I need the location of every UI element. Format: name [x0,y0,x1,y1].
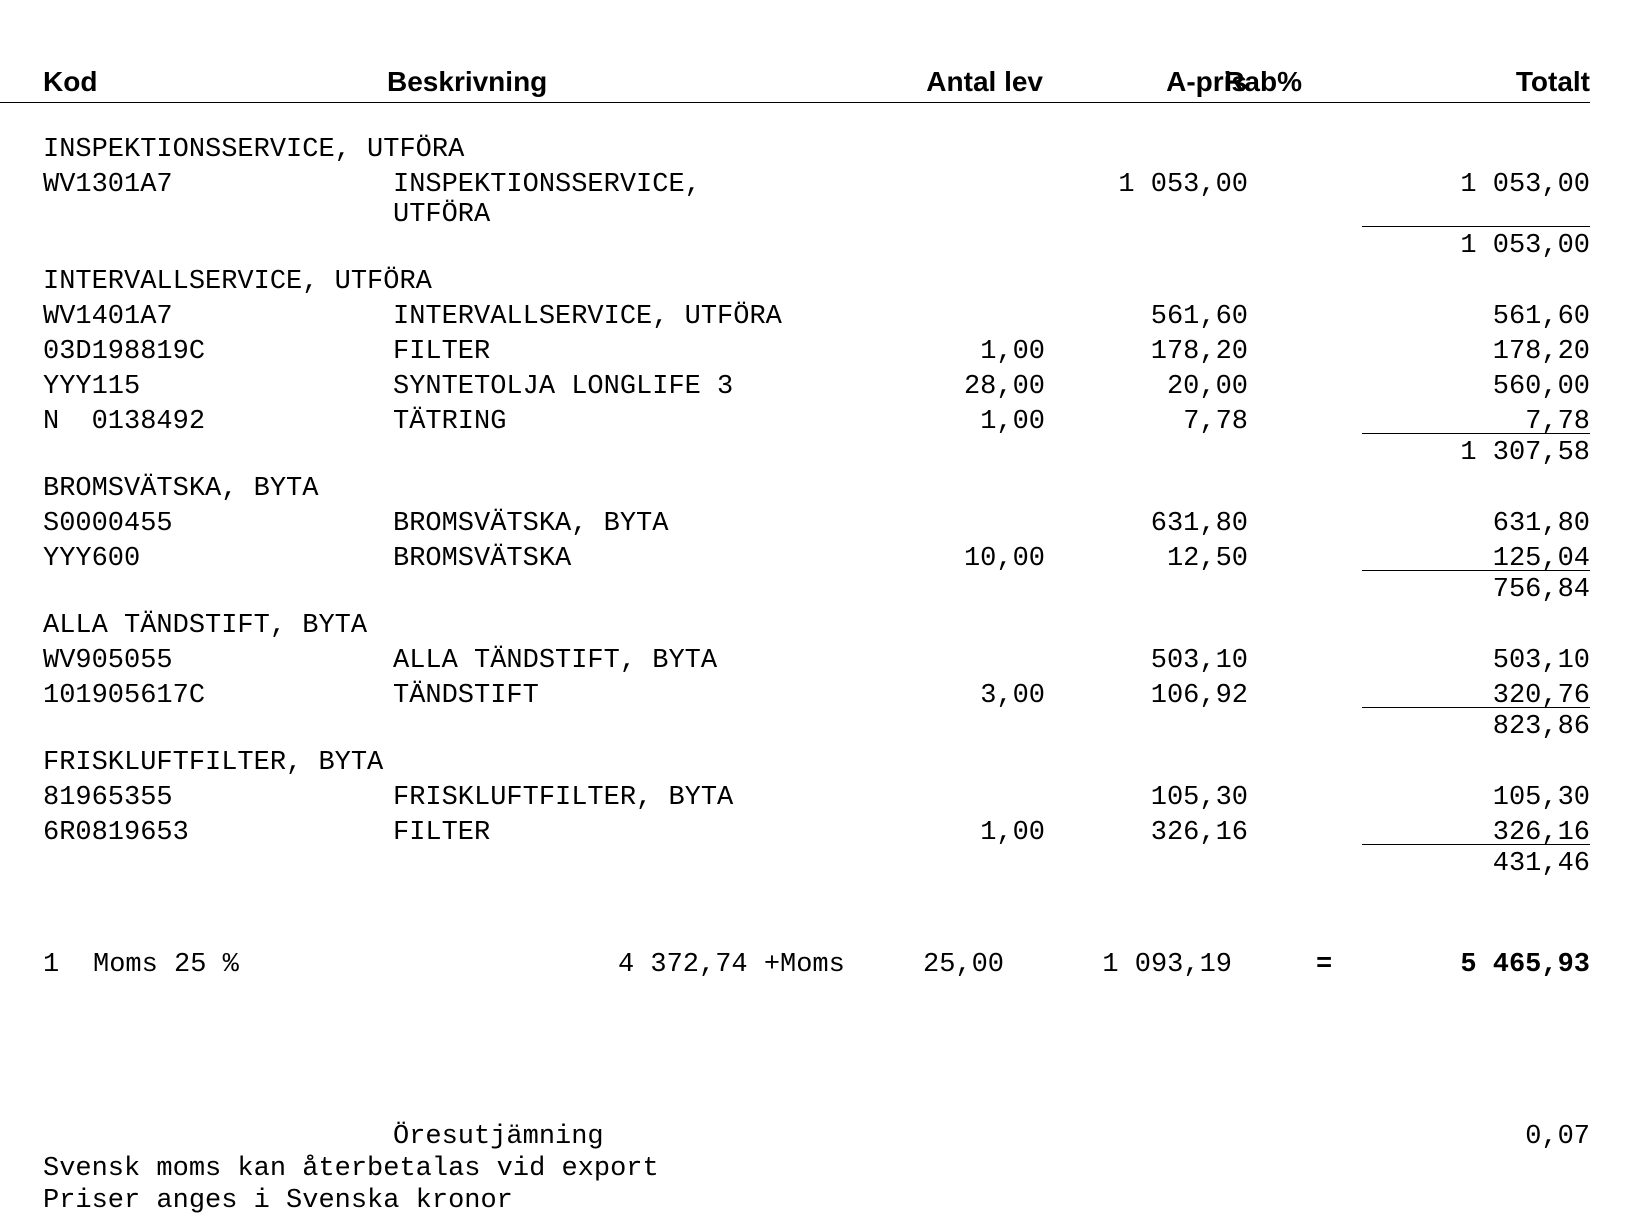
item-quantity: 10,00 [963,544,1045,574]
vat-label: Moms 25 % [93,950,239,980]
vat-rate: 25,00 [923,950,1005,980]
item-description: INSPEKTIONSSERVICE, UTFÖRA [393,170,701,230]
item-unit-price: 561,60 [1150,302,1248,332]
item-total: 320,76 [1492,681,1590,711]
rounding-label: Öresutjämning [393,1122,604,1152]
header-totalt: Totalt [1515,66,1590,97]
item-total: 560,00 [1492,372,1590,402]
item-code: 101905617C [43,681,206,711]
item-total: 503,10 [1492,646,1590,676]
item-unit-price: 20,00 [1166,372,1248,402]
item-unit-price: 7,78 [1183,407,1248,437]
group-subtotal: 431,46 [1492,849,1590,879]
item-total: 125,04 [1492,544,1590,574]
subtotal-rule [1362,433,1590,434]
item-description: BROMSVÄTSKA [393,544,572,574]
item-code: WV905055 [43,646,173,676]
vat-base-amount: 4 372,74 +Moms [618,950,845,980]
item-total: 326,16 [1492,818,1590,848]
item-unit-price: 105,30 [1150,783,1248,813]
item-code: 81965355 [43,783,173,813]
item-description: FILTER [393,818,491,848]
item-description: INTERVALLSERVICE, UTFÖRA [393,302,782,332]
group-title: FRISKLUFTFILTER, BYTA [43,748,384,778]
item-code: WV1401A7 [43,302,173,332]
group-subtotal: 1 307,58 [1460,438,1590,468]
item-code: S0000455 [43,509,173,539]
item-description: ALLA TÄNDSTIFT, BYTA [393,646,718,676]
item-code: YYY600 [43,544,141,574]
item-description: FRISKLUFTFILTER, BYTA [393,783,734,813]
group-subtotal: 756,84 [1492,575,1590,605]
header-rab: Rab% [1224,66,1302,97]
item-description: TÄTRING [393,407,507,437]
vat-index: 1 [43,950,60,980]
grand-total: 5 465,93 [1460,950,1590,980]
header-antal-lev: Antal lev [926,66,1043,97]
group-subtotal: 823,86 [1492,712,1590,742]
item-code: N 0138492 [43,407,206,437]
subtotal-rule [1362,226,1590,227]
export-vat-note: Svensk moms kan återbetalas vid export [43,1154,659,1184]
item-quantity: 28,00 [963,372,1045,402]
item-total: 105,30 [1492,783,1590,813]
item-unit-price: 106,92 [1150,681,1248,711]
item-total: 178,20 [1492,337,1590,367]
item-total: 7,78 [1525,407,1590,437]
item-quantity: 1,00 [980,818,1045,848]
item-description: TÄNDSTIFT [393,681,539,711]
item-unit-price: 12,50 [1166,544,1248,574]
item-total: 561,60 [1492,302,1590,332]
group-title: INSPEKTIONSSERVICE, UTFÖRA [43,135,465,165]
item-unit-price: 1 053,00 [1118,170,1248,200]
item-quantity: 1,00 [980,337,1045,367]
vat-summary-row [0,950,1634,982]
item-unit-price: 631,80 [1150,509,1248,539]
item-code: 03D198819C [43,337,206,367]
item-unit-price: 503,10 [1150,646,1248,676]
currency-note: Priser anges i Svenska kronor [43,1186,513,1216]
column-header-row [0,64,1590,103]
item-description: BROMSVÄTSKA, BYTA [393,509,669,539]
header-beskrivning: Beskrivning [387,66,548,97]
rounding-value: 0,07 [1525,1122,1590,1152]
group-title: BROMSVÄTSKA, BYTA [43,474,319,504]
item-code: YYY115 [43,372,141,402]
item-code: 6R0819653 [43,818,189,848]
item-quantity: 1,00 [980,407,1045,437]
item-unit-price: 326,16 [1150,818,1248,848]
header-kod: Kod [43,66,98,97]
item-quantity: 3,00 [980,681,1045,711]
item-unit-price: 178,20 [1150,337,1248,367]
header-a-pris: A-pris [1166,66,1247,97]
item-description: SYNTETOLJA LONGLIFE 3 [393,372,734,402]
vat-amount: 1 093,19 [1102,950,1232,980]
subtotal-rule [1362,707,1590,708]
item-total: 1 053,00 [1460,170,1590,200]
group-title: INTERVALLSERVICE, UTFÖRA [43,267,432,297]
item-total: 631,80 [1492,509,1590,539]
group-subtotal: 1 053,00 [1460,231,1590,261]
equals-sign: = [1316,950,1333,980]
subtotal-rule [1362,844,1590,845]
subtotal-rule [1362,570,1590,571]
group-title: ALLA TÄNDSTIFT, BYTA [43,611,368,641]
item-code: WV1301A7 [43,170,173,200]
item-description: FILTER [393,337,491,367]
